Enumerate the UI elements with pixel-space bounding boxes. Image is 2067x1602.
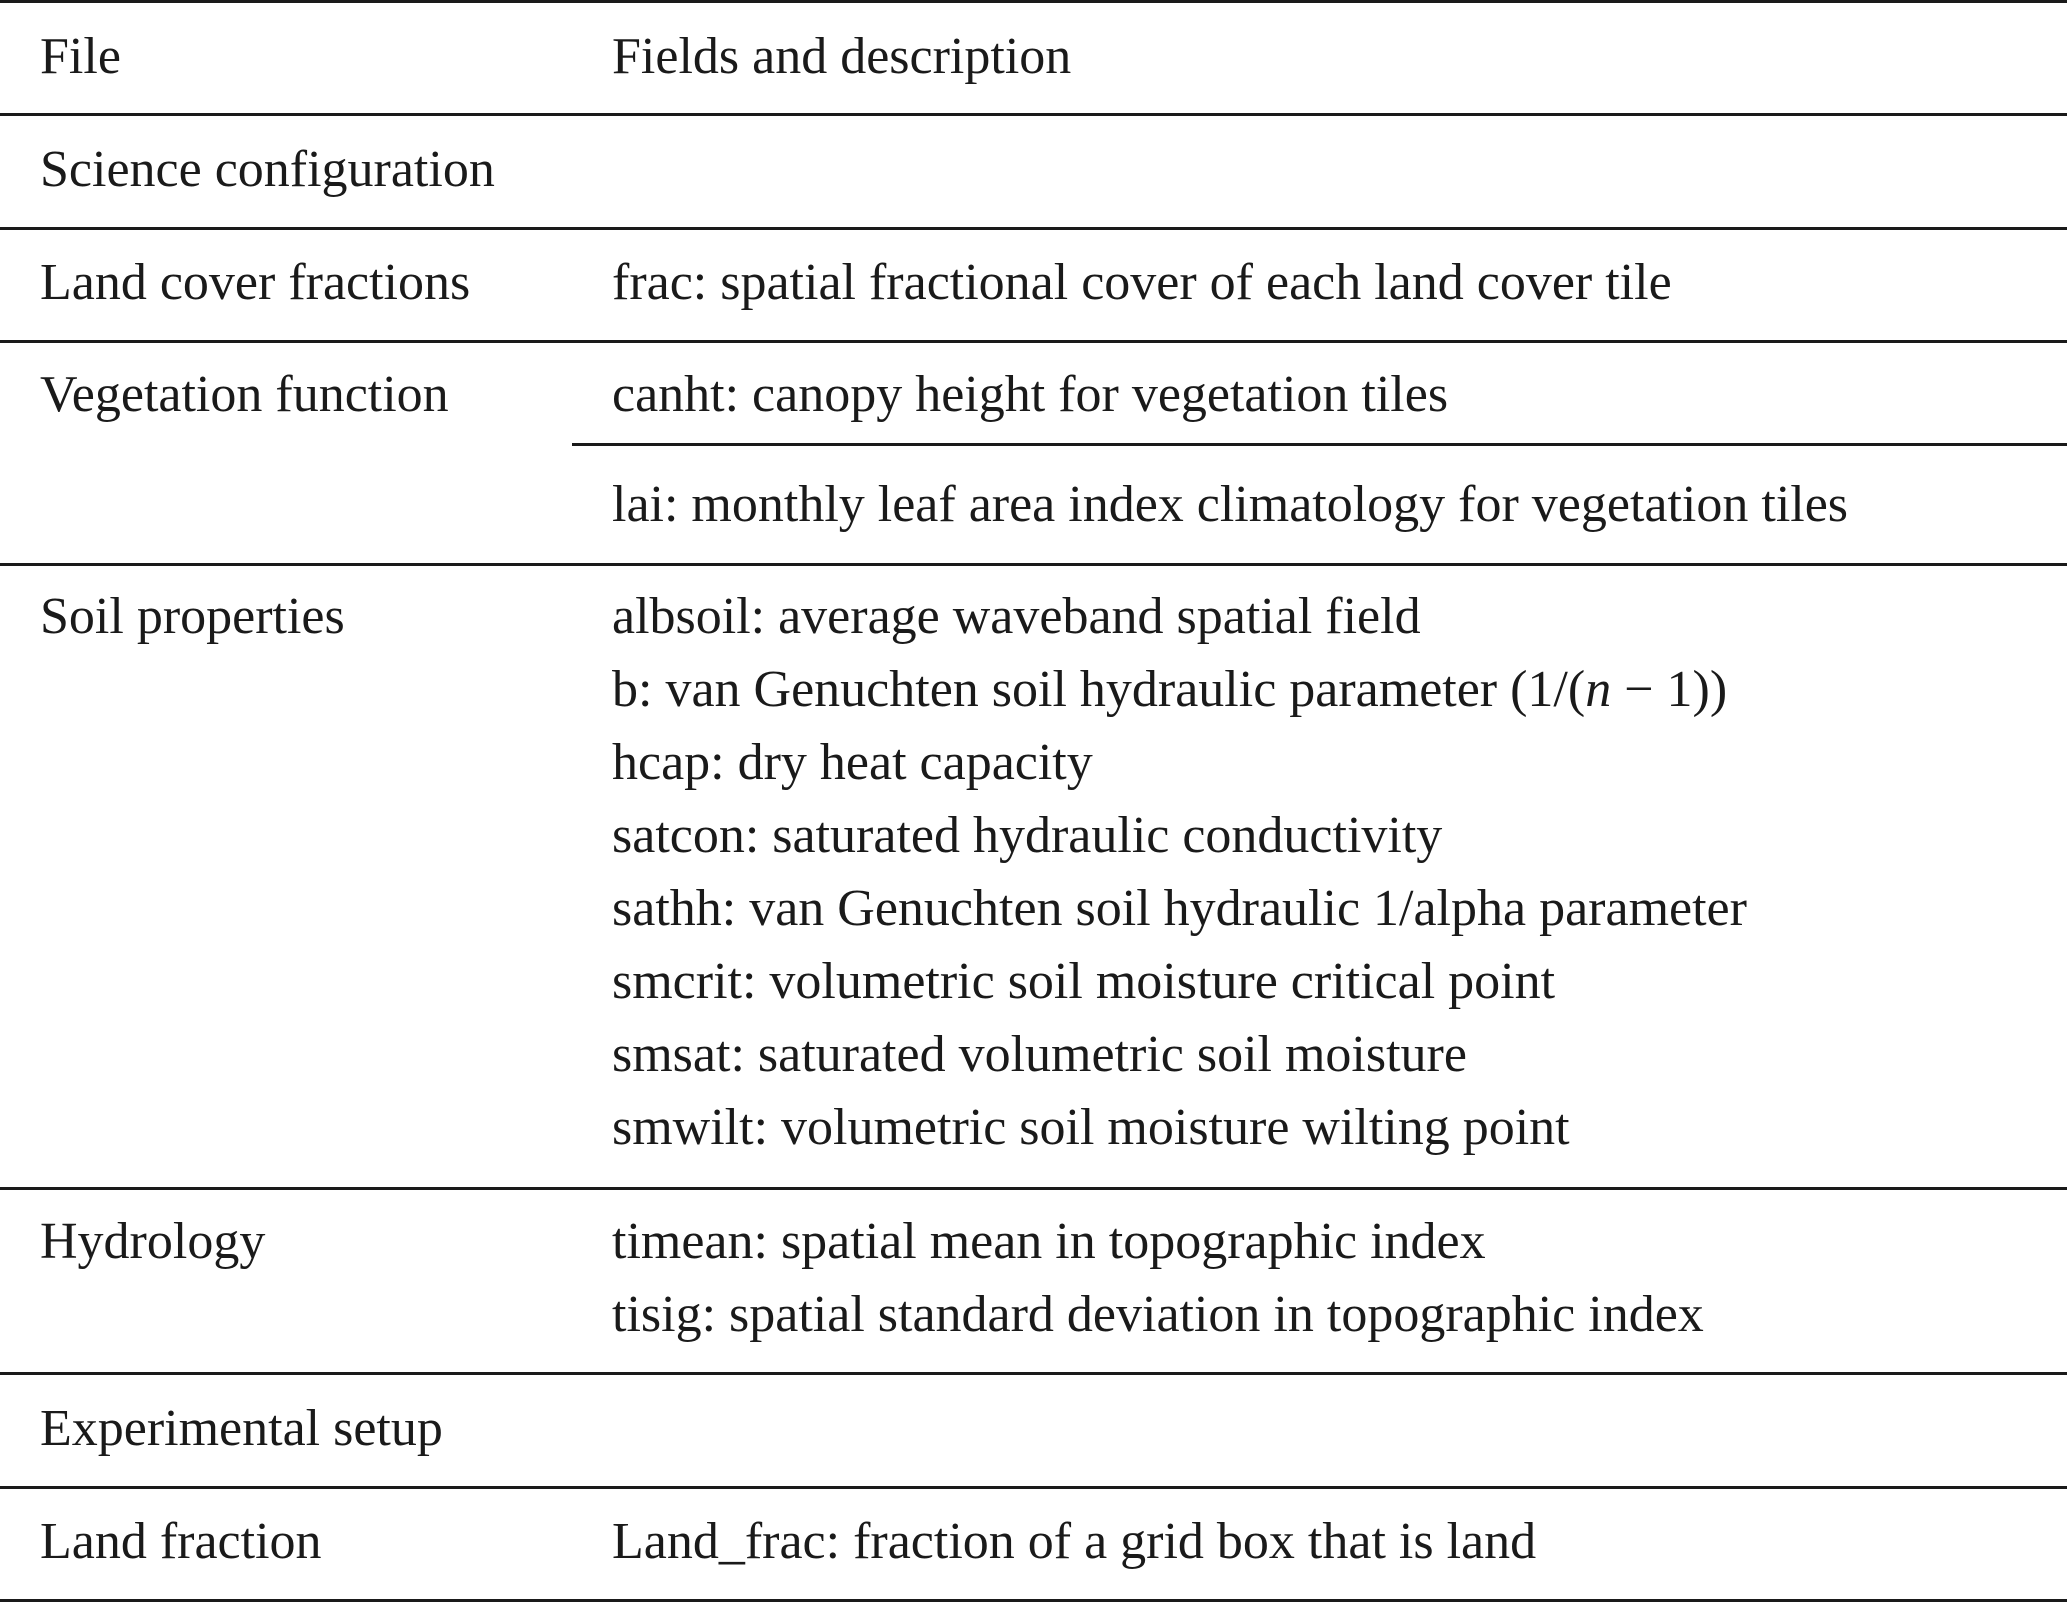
- soil-field-b: b: van Genuchten soil hydraulic parameter (1/(n − 1)): [612, 661, 1728, 718]
- hydrology-field-tisig: tisig: spatial standard deviation in topographic index: [612, 1286, 1704, 1343]
- row-vegetation-field-lai: lai: monthly leaf area index climatology for vegetation tiles: [612, 476, 1849, 533]
- row-hydrology-file: Hydrology: [40, 1213, 266, 1270]
- header-fields: Fields and description: [612, 28, 1072, 85]
- soil-field-smwilt: smwilt: volumetric soil moisture wilting point: [612, 1099, 1570, 1156]
- hydrology-field-timean: timean: spatial mean in topographic index: [612, 1213, 1486, 1270]
- row-land-fraction-file: Land fraction: [40, 1513, 322, 1570]
- soil-field-smcrit: smcrit: volumetric soil moisture critical point: [612, 953, 1556, 1010]
- section-experimental-setup: Experimental setup: [40, 1400, 443, 1457]
- row-soil-file: Soil properties: [40, 588, 345, 645]
- header-file: File: [40, 28, 121, 85]
- soil-field-satcon: satcon: saturated hydraulic conductivity: [612, 807, 1443, 864]
- soil-field-albsoil: albsoil: average waveband spatial field: [612, 588, 1421, 645]
- row-rule: [0, 1187, 2067, 1190]
- soil-field-smsat: smsat: saturated volumetric soil moisture: [612, 1026, 1467, 1083]
- row-vegetation-field-canht: canht: canopy height for vegetation tiles: [612, 366, 1449, 423]
- row-soil-fields: [612, 580, 1747, 1164]
- soil-field-sathh: sathh: van Genuchten soil hydraulic 1/alpha parameter: [612, 880, 1747, 937]
- section-rule: [0, 1486, 2067, 1489]
- row-hydrology-fields: [612, 1205, 1704, 1351]
- row-land-cover-field: frac: spatial fractional cover of each land cover tile: [612, 254, 1672, 311]
- row-land-fraction-field: Land_frac: fraction of a grid box that is land: [612, 1513, 1537, 1570]
- section-rule: [0, 227, 2067, 230]
- row-vegetation-file: Vegetation function: [40, 366, 449, 423]
- inner-row-rule: [572, 443, 2067, 446]
- row-rule: [0, 563, 2067, 566]
- section-science-configuration: Science configuration: [40, 141, 495, 198]
- header-rule: [0, 113, 2067, 116]
- row-rule: [0, 340, 2067, 343]
- row-rule: [0, 1372, 2067, 1375]
- top-rule: [0, 0, 2067, 3]
- row-land-cover-file: Land cover fractions: [40, 254, 471, 311]
- soil-field-hcap: hcap: dry heat capacity: [612, 734, 1093, 791]
